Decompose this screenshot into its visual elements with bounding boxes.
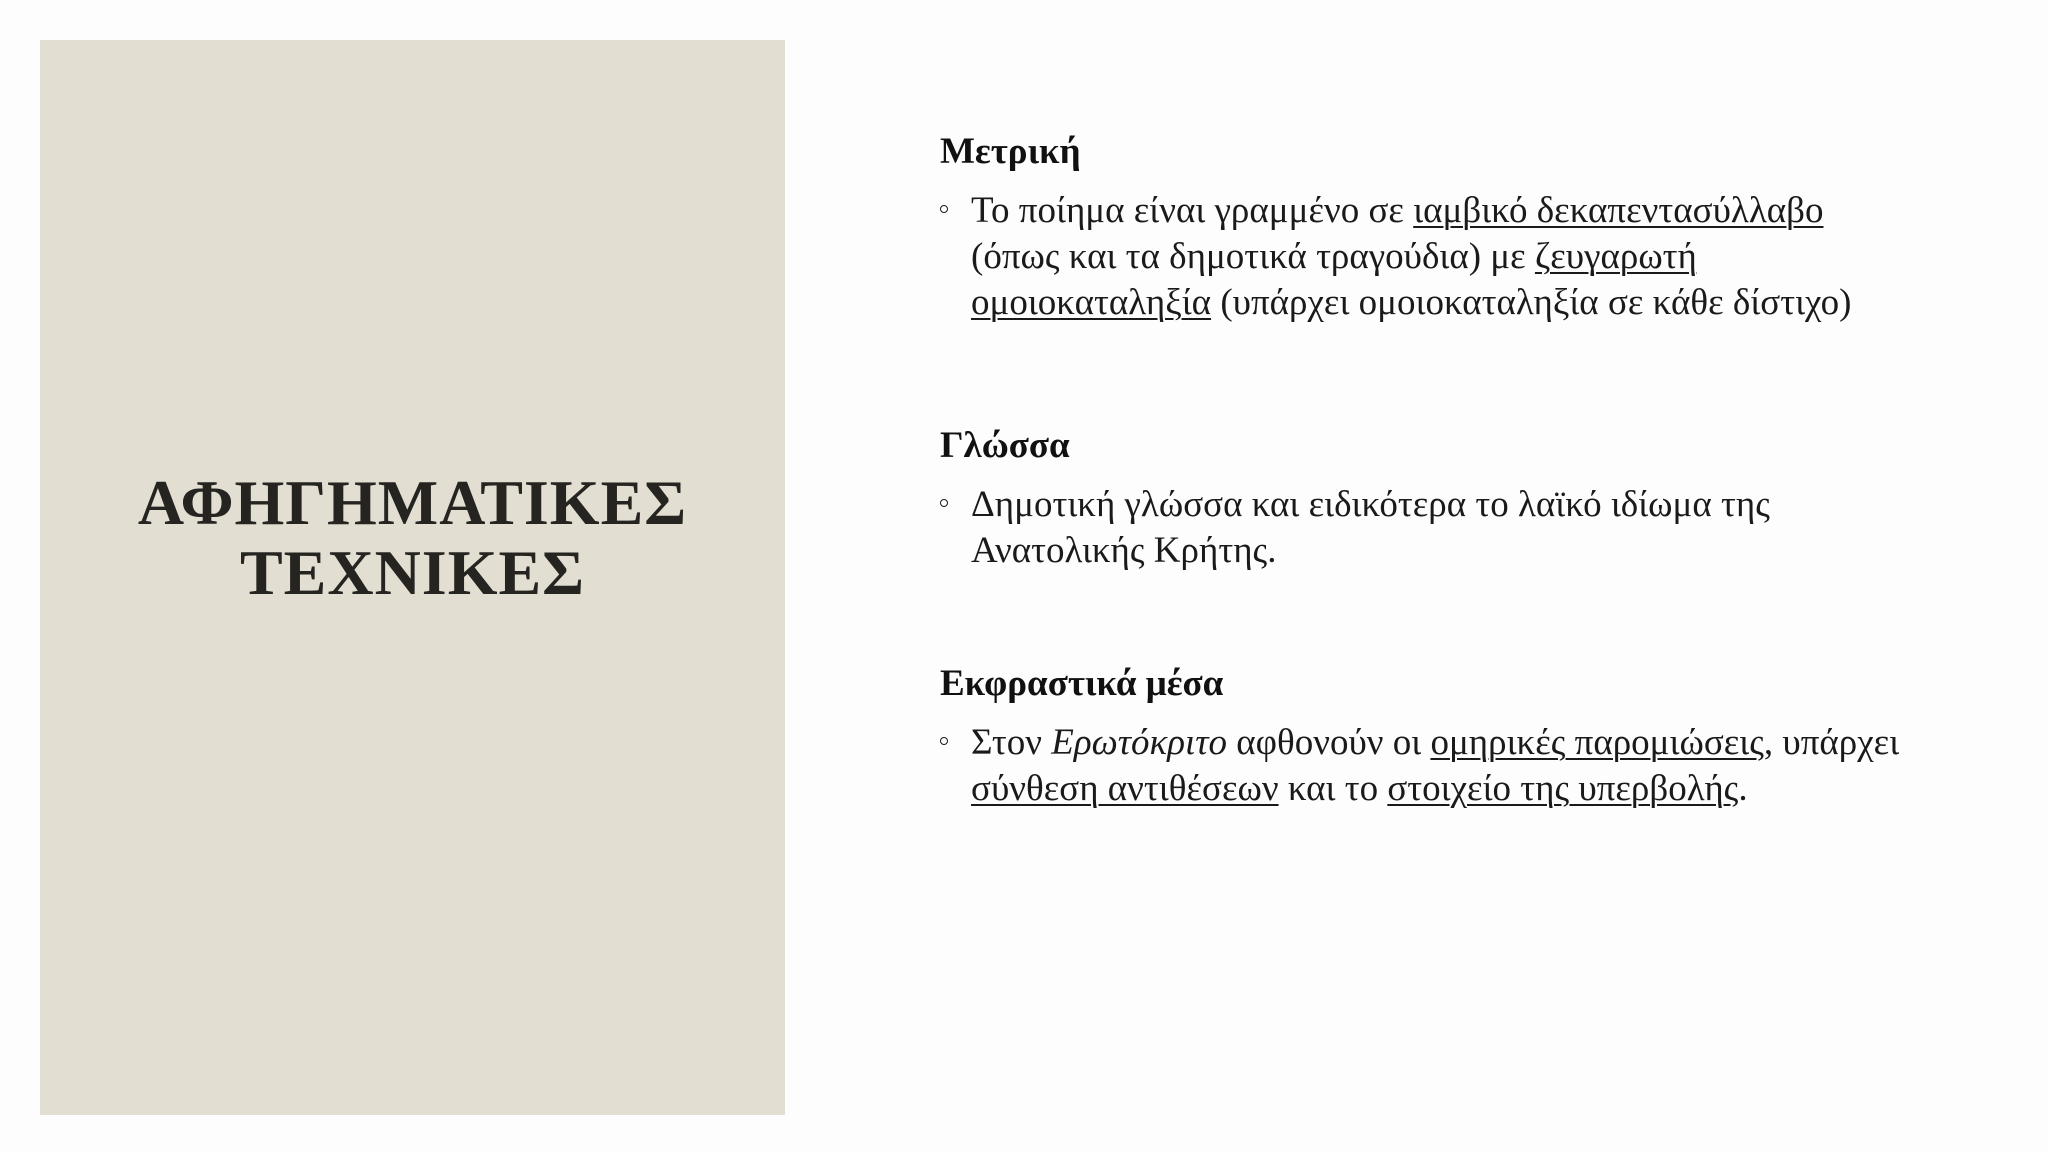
bullet-text: Δημοτική γλώσσα και ειδικότερα το λαϊκό ιδίωμα της Ανατολικής Κρήτης.	[971, 484, 1770, 571]
bullet-text: Το ποίημα είναι γραμμένο σε	[971, 190, 1414, 231]
title-panel	[40, 40, 785, 1115]
section-expressive-means	[940, 662, 1900, 812]
underlined-term: ομηρικές παρομιώσεις	[1430, 722, 1764, 763]
underlined-term: ιαμβικό δεκαπεντασύλλαβο	[1413, 190, 1824, 231]
bullet-metrics	[940, 188, 1900, 326]
bullet-language	[940, 482, 1900, 574]
bullet-text: .	[1738, 768, 1748, 809]
hollow-circle-bullet-icon	[940, 737, 948, 745]
bullet-text: και το	[1278, 768, 1388, 809]
section-heading-expressive-means: Εκφραστικά μέσα	[940, 663, 1224, 704]
section-language	[940, 424, 1900, 574]
section-heading-metrics: Μετρική	[940, 131, 1081, 172]
content-area	[940, 130, 1900, 812]
bullet-text: (υπάρχει ομοιοκαταληξία σε κάθε δίστιχο)	[1211, 282, 1852, 323]
underlined-term: στοιχείο της υπερβολής	[1387, 768, 1739, 809]
bullet-text: , υπάρχει	[1763, 722, 1900, 763]
bullet-text: Στον	[971, 722, 1052, 763]
italic-work-title: Ερωτόκριτο	[1051, 722, 1227, 763]
section-heading-language: Γλώσσα	[940, 425, 1070, 466]
section-metrics	[940, 130, 1900, 326]
bullet-text: (όπως και τα δημοτικά τραγούδια) με	[971, 236, 1535, 277]
slide-title	[138, 468, 687, 608]
hollow-circle-bullet-icon	[940, 499, 948, 507]
underlined-term: ζευγαρωτή ομοιοκαταληξία	[971, 236, 1697, 323]
slide-title-line-1: ΑΦΗΓΗΜΑΤΙΚΕΣ	[137, 466, 688, 538]
hollow-circle-bullet-icon	[940, 205, 948, 213]
underlined-term: σύνθεση αντιθέσεων	[971, 768, 1279, 809]
slide-title-line-2: ΤΕΧΝΙΚΕΣ	[239, 536, 586, 608]
bullet-text: αφθονούν οι	[1227, 722, 1431, 763]
bullet-expressive-means	[940, 720, 1900, 812]
